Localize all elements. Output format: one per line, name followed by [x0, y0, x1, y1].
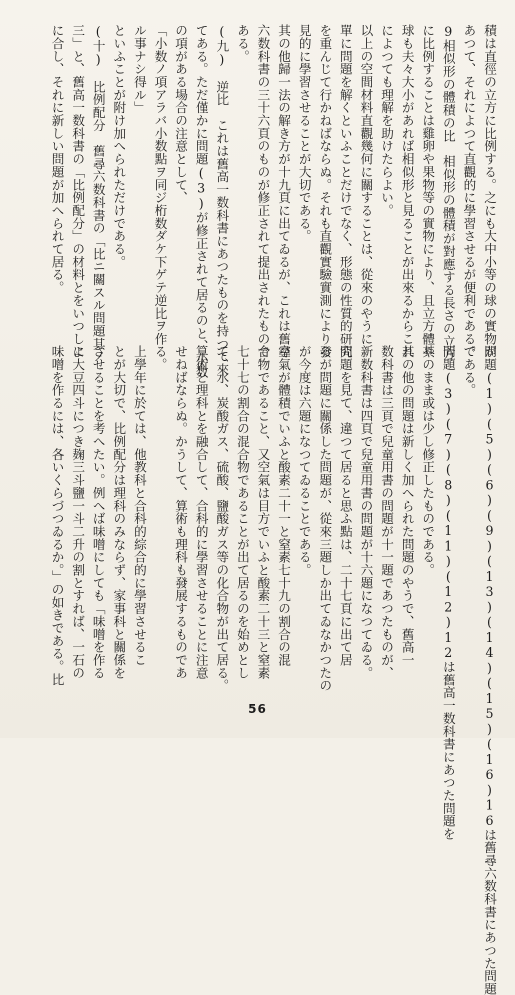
- text-line: 其の他の問題は新しく加へられた問題のやうで、舊高一: [399, 345, 415, 667]
- text-line: を重んじて行かねばならぬ。それも直觀實驗實測により發: [317, 24, 333, 359]
- text-line: 單に問題を解くといふことだけでなく、形態の性質的研究: [337, 24, 353, 359]
- text-line: 合物であること、又空氣は目方でいふと酸素二十三と窒素: [255, 345, 271, 680]
- text-line: 上學年に於ては、他教科と合科的綜合的に學習させるこ: [131, 345, 147, 667]
- text-line: ル事ナシ得ル」: [131, 24, 147, 114]
- text-line: る。: [152, 345, 168, 371]
- text-line: あつて、それによつて直觀的に學習させるが便利である。: [461, 24, 477, 359]
- text-line: 六数科書の三十六頁のものが修正されて提出されたもので: [255, 24, 271, 359]
- text-line: てある。ただ僅かに問題(3)が修正されて居るのと、小数: [193, 24, 209, 379]
- text-line: 空氣が體積でいふと酸素二十一と窒素七十九の割合の混: [276, 345, 292, 667]
- text-line: 七十七の割合の混合物であることが出て居るのを始めとし: [234, 345, 250, 680]
- text-line: 9相似形の體積の比 相似形の體積が對應する長さの立方: [440, 24, 456, 361]
- text-line: の項がある場合の注意として、: [173, 24, 189, 204]
- text-line: 以上の空間材料直觀幾何に關することは、從來のやうに: [358, 24, 374, 346]
- text-line: 算術と理科とを融合して、合科的に學習させることに注意: [193, 345, 209, 680]
- text-line: 三」と、舊高一数科書の「比例配分」の材料とをいつしよ: [70, 24, 86, 359]
- text-line: が今度は六題になつてゐることである。: [296, 345, 312, 577]
- text-line: に比例することは雞卵や果物等の實物により、且立方體や: [420, 24, 436, 359]
- text-line: 問題(3)(7)(8)(11)(12)12は舊高一数科書にあつた問題を: [440, 345, 456, 841]
- text-line: 積は直徑の立方に比例する。之にも大中小等の球の實物が: [482, 24, 497, 359]
- text-line: (十) 比例配分 舊尋六数科書の「比ニ關スル問題其ノ: [90, 24, 106, 363]
- text-line: せねばならぬ。かうして、算術も理科も發展するものであ: [173, 345, 189, 680]
- text-line: 問題を見て、違つて居ると思ふ點は、二十七頁に出て居: [337, 345, 353, 667]
- text-line: 新数科書は四頁で兒童用書の問題が十六題になつてゐる。: [358, 345, 374, 680]
- upper-text-block: [11, 24, 499, 379]
- page-number: 56: [248, 702, 267, 716]
- text-line: (九) 逆比 これは舊高一数科書にあつたものを持つて來: [214, 24, 230, 376]
- text-line: 其の他歸一法の解き方が十九頁に出てゐるが、これは舊尋: [276, 24, 292, 359]
- text-line: 数科書は三頁で兒童用書の問題が十一題であつたものが、: [379, 345, 395, 680]
- text-line: ある。: [234, 24, 250, 63]
- text-line: 「小数ノ項アラバ小数點ヲ同ジ桁数ダケ下ゲテ逆比ヲ作: [152, 24, 168, 346]
- text-line: 見的に學習させることが大切である。: [296, 24, 312, 243]
- text-line: に合し、それに新しい問題が加へられて居る。: [49, 24, 65, 294]
- text-line: 問題(1)(5)(6)(9)(13)(14)(15)(16)16は舊尋六数科書にあつた問題: [482, 345, 497, 995]
- text-line: とが大切で、比例配分は理科のみならず、家事科と關係を: [111, 345, 127, 680]
- text-line: るが問題に關係した問題が、從來三題しか出てゐなかつたの: [317, 345, 333, 692]
- text-line: 其のまま或は少し修正したものである。: [420, 345, 436, 577]
- text-line: である。: [461, 345, 477, 397]
- text-line: 味噌を作るには、各いくらづつゐるか。」の如きである。比: [49, 345, 65, 686]
- text-line: させることを考へたい。例へば味噌にしても「味噌を作る: [90, 345, 106, 680]
- text-line: によつても理解を助けたらよい。: [379, 24, 395, 217]
- text-line: て、水、炭酸ガス、硫酸、鹽酸ガス等の化合物が出て居る。: [214, 345, 230, 692]
- text-line: に大豆四斗につき麹三斗鹽一斗二升の割とすれば、一石の: [70, 345, 86, 680]
- lower-text-block: [11, 345, 499, 995]
- text-line: 球も夫々大小があれば相似形と見ることが出來るからこれ: [399, 24, 415, 359]
- text-line: といふことが附け加へられただけである。: [111, 24, 127, 269]
